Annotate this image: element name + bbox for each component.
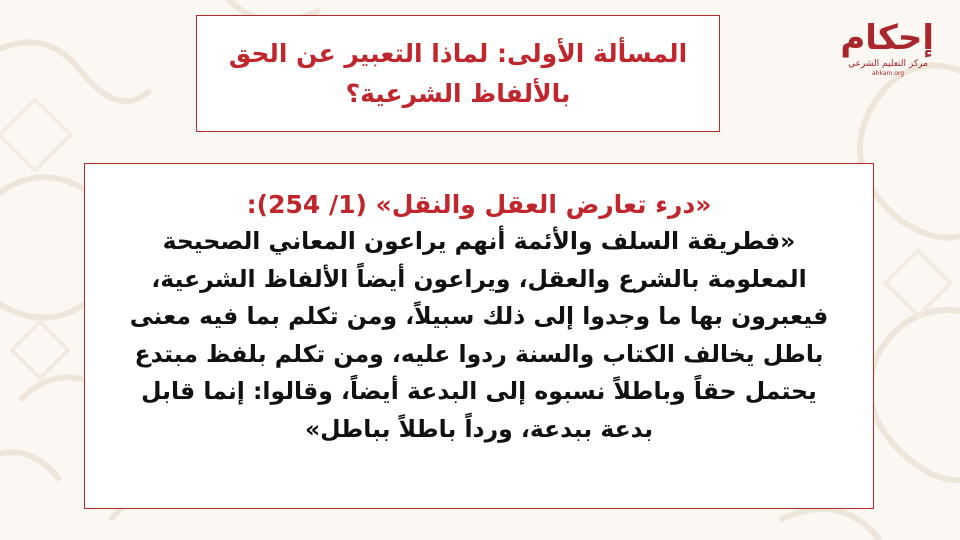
quote-line-3: فيعبرون بها ما وجدوا إلى ذلك سبيلاً، ومن تكلم بما فيه معنى [129,302,829,330]
logo-subtitle: مركز التعليم الشرعي [848,59,928,69]
logo-small-text: ahkam.org [871,70,905,77]
title-box [196,15,720,132]
quote-line-5: يحتمل حقاً وباطلاً نسبوه إلى البدعة أيضاً، وقالوا: إنما قابل [141,377,817,405]
logo-wordmark: إحكام [840,18,934,58]
quote-line-6: بدعة ببدعة، ورداً باطلاً بباطل» [304,414,654,443]
logo [842,18,934,98]
quote-box [84,163,874,509]
title-line-1: المسألة الأولى: لماذا التعبير عن الحق [228,38,688,68]
quote-line-1: «فطريقة السلف والأئمة أنهم يراعون المعاني الصحيحة [162,227,796,255]
quote-line-4: باطل يخالف الكتاب والسنة ردوا عليه، ومن تكلم بلفظ مبتدع [134,339,824,368]
quote-source: «درء تعارض العقل والنقل» (1/ 254): [246,190,712,219]
title-line-2: بالألفاظ الشرعية؟ [345,78,571,108]
quote-line-2: المعلومة بالشرع والعقل، ويراعون أيضاً الألفاظ الشرعية، [151,264,807,293]
